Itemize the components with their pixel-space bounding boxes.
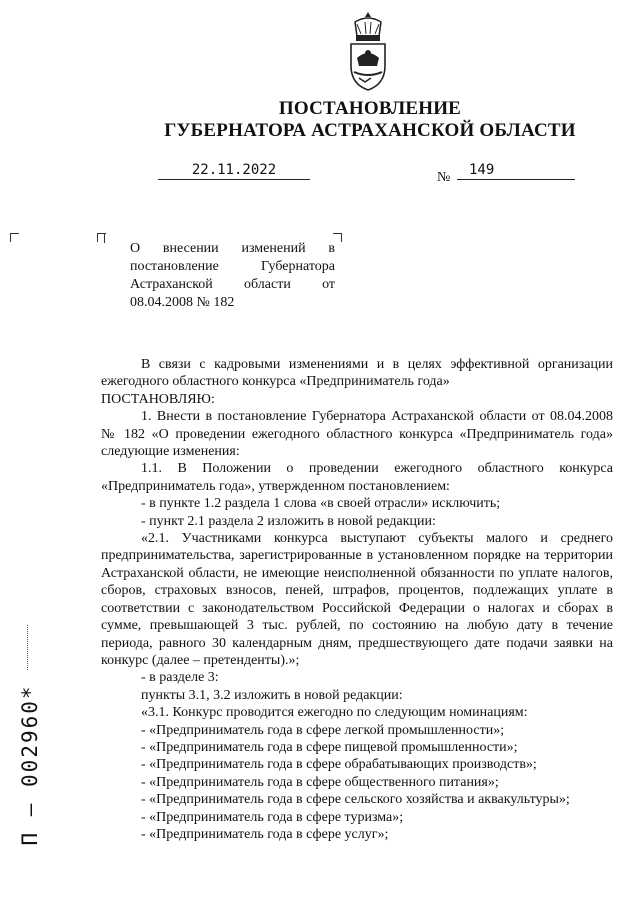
clause-1: 1. Внести в постановление Губернатора Астраханской области от 08.04.2008 № 182 «О проведении ежегодного областного конкурса «Предприниматель года» следующие изменения: — [101, 409, 613, 460]
issuer-title: ГУБЕРНАТОРА АСТРАХАНСКОЙ ОБЛАСТИ — [164, 120, 576, 141]
nomination-item: - «Предприниматель года в сфере общественного питания»; — [141, 774, 499, 790]
number-sign: № — [437, 170, 451, 185]
document-number: 149 — [457, 162, 575, 180]
preamble-paragraph: В связи с кадровыми изменениями и в целях эффективной организации ежегодного областного конкурса «Предприниматель года» — [101, 357, 613, 390]
nomination-item: - «Предприниматель года в сфере пищевой промышленности»; — [141, 739, 518, 755]
nomination-item: - «Предприниматель года в сфере легкой промышленности»; — [141, 722, 505, 738]
clause-1-1: 1.1. В Положении о проведении ежегодного областного конкурса «Предприниматель года», утвержденном постановлением: — [101, 461, 613, 494]
amendment-item: пункты 3.1, 3.2 изложить в новой редакции: — [141, 687, 403, 703]
nomination-item: - «Предприниматель года в сфере туризма»; — [141, 809, 404, 825]
document-type-title: ПОСТАНОВЛЕНИЕ — [278, 98, 462, 119]
resolution-word: ПОСТАНОВЛЯЮ: — [101, 391, 215, 407]
amendment-item: - пункт 2.1 раздела 2 изложить в новой редакции: — [141, 513, 436, 529]
document-body — [101, 356, 613, 843]
subject-corner-left — [10, 233, 19, 242]
new-clause-2-1: «2.1. Участниками конкурса выступают субъекты малого и среднего предпринимательства, зарегистрированные в установленном порядке на территории Астраханской области, не имеющие неисполненной обязанности по уплате налогов, сборов, страховых взносов, пеней, штрафов, процентов, подлежащих уплате в соответствии с законодательством Российской Федерации о налогах и сборах в сумме, превышающей 3 тыс. рублей, по состоянию на любую дату в течение периода, равного 30 календарным дням, предшествующего дате подачи заявки на конкурс (далее – претенденты).»; — [101, 531, 613, 668]
document-date: 22.11.2022 — [158, 162, 310, 180]
document-subject: О внесении изменений в постановление Губернатора Астраханской области от 08.04.2008 № 182 — [130, 241, 335, 310]
amendment-item: - в разделе 3: — [141, 670, 219, 686]
new-clause-3-1: «3.1. Конкурс проводится ежегодно по следующим номинациям: — [141, 705, 528, 721]
nomination-item: - «Предприниматель года в сфере сельского хозяйства и аквакультуры»; — [141, 792, 570, 808]
serial-stamp-text: П – 002960* — [18, 684, 42, 846]
nomination-item: - «Предприниматель года в сфере обрабатывающих производств»; — [141, 757, 537, 773]
serial-stamp — [17, 684, 43, 846]
margin-dotted-line — [27, 625, 29, 670]
nomination-item: - «Предприниматель года в сфере услуг»; — [141, 826, 389, 842]
amendment-item: - в пункте 1.2 раздела 1 слова «в своей отрасли» исключить; — [141, 496, 501, 512]
coat-of-arms-icon — [343, 8, 393, 93]
subject-corner-inner-tick — [104, 233, 106, 243]
